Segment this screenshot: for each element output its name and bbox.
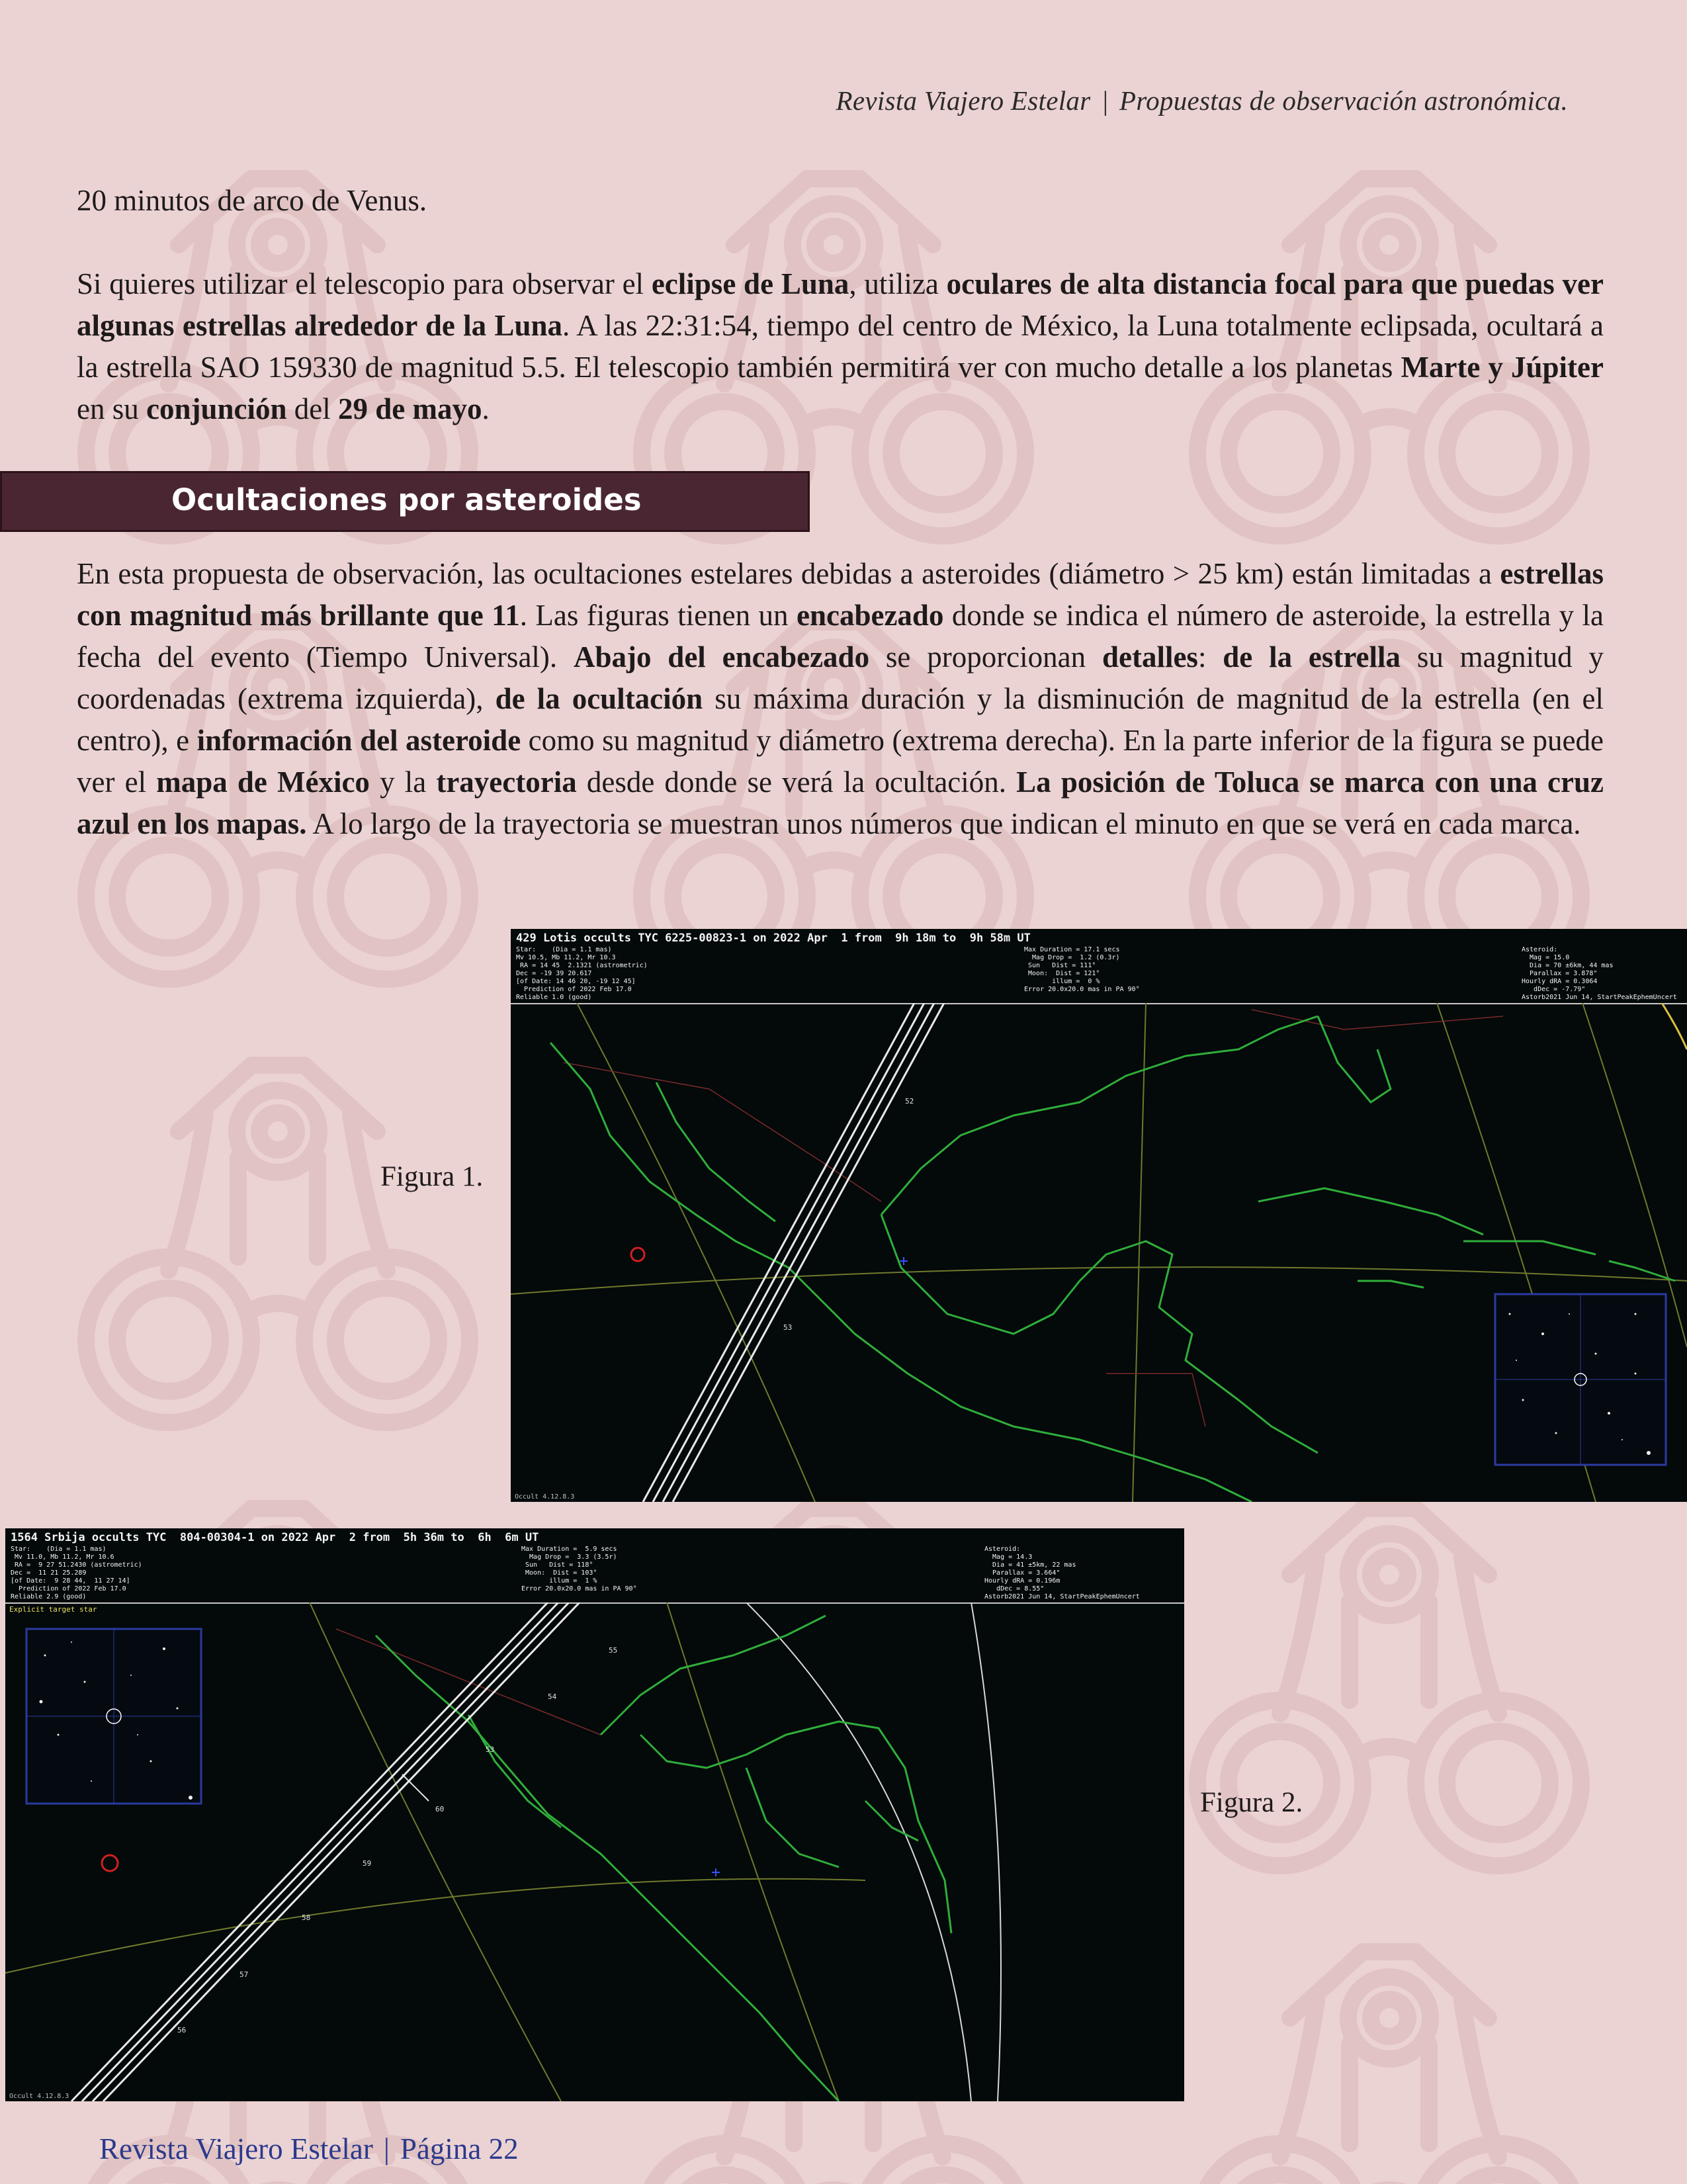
running-header bbox=[836, 85, 1568, 116]
paragraph-occultations bbox=[77, 553, 1604, 845]
horizon-arc bbox=[746, 1602, 971, 2101]
toluca-cross-icon bbox=[712, 1868, 720, 1876]
star-field-inset bbox=[26, 1629, 201, 1804]
figure-1-event-details: Max Duration = 17.1 secs Mag Drop = 1.2 (0.3r) Sun Dist = 111° Moon: Dist = 121° illum = 0 % Error 20.0x20.0 mas in PA 90° bbox=[1024, 946, 1140, 993]
bold-text-run: estrellas con magnitud más brillante que 11 bbox=[77, 557, 1604, 632]
text-run: desde donde se verá la ocultación. bbox=[576, 765, 1017, 799]
figure-2-header bbox=[5, 1528, 1184, 1604]
minute-label: 57 bbox=[239, 1970, 249, 1979]
bold-text-run: 29 de mayo bbox=[338, 392, 482, 425]
coastline bbox=[1463, 1241, 1596, 1254]
bold-text-run: eclipse de Luna bbox=[651, 267, 849, 300]
coastline bbox=[468, 1715, 561, 1827]
border-line bbox=[1106, 1374, 1205, 1426]
coastline bbox=[376, 1636, 839, 2101]
text-run: . bbox=[482, 392, 490, 425]
footer-magazine: Revista Viajero Estelar bbox=[99, 2132, 373, 2165]
paragraph-eclipse bbox=[77, 263, 1604, 430]
figure-2-footer: Occult 4.12.8.3 bbox=[9, 2093, 69, 2100]
figure-2-asteroid-details: Asteroid: Mag = 14.3 Dia = 41 ±5km, 22 mas Parallax = 3.664" Hourly dRA = 0.196m dDec = 8.55" Astorb2021 Jun 14, StartPeakEphemUncert bbox=[984, 1546, 1140, 1600]
coastline bbox=[1358, 1281, 1424, 1288]
bold-text-run: La posición de Toluca se marca con una cruz azul en los mapas. bbox=[77, 765, 1604, 840]
figure-1-title: 429 Lotis occults TYC 6225-00823-1 on 2022 Apr 1 from 9h 18m to 9h 58m UT bbox=[516, 932, 1031, 945]
red-circle-marker bbox=[631, 1248, 644, 1261]
paragraph-venus: 20 minutos de arco de Venus. bbox=[77, 184, 427, 217]
text-run: . A las 22:31:54, tiempo del centro de México, la Luna totalmente eclipsada, ocultará a la estrella SAO 159330 de magnitud 5.5. El telescopio también permitirá ver con mucho detalle a los planetas bbox=[77, 309, 1604, 384]
footer-separator: | bbox=[383, 2132, 390, 2165]
minute-label: 54 bbox=[548, 1692, 557, 1701]
grid-line bbox=[667, 1602, 839, 2101]
text-run: en su bbox=[77, 392, 146, 425]
figure-2-occultation-map bbox=[5, 1528, 1184, 2101]
coastline bbox=[601, 1616, 826, 1735]
figure-2-map bbox=[5, 1602, 1184, 2101]
figure-1-star-details: Star: (Dia = 1.1 mas) Mv 10.5, Mb 11.2, Mr 10.3 RA = 14 45 2.1321 (astrometric) Dec = -19 39 20.617 [of Date: 14 46 20, -19 12 45] Prediction of 2022 Feb 17.0 Reliable 1.0 (good) bbox=[516, 946, 648, 1001]
occultation-track-line bbox=[663, 1003, 934, 1502]
figure-2-event-details: Max Duration = 5.9 secs Mag Drop = 3.3 (3.5r) Sun Dist = 118° Moon: Dist = 103° illum = 1 % Error 20.0x20.0 mas in PA 90° bbox=[521, 1546, 637, 1593]
text-run: su magnitud y coordenadas (extrema izquierda), bbox=[77, 640, 1604, 715]
grid-line bbox=[5, 1879, 865, 1973]
text-run: del bbox=[286, 392, 339, 425]
coastline bbox=[656, 1082, 775, 1221]
horizon-arc bbox=[971, 1602, 1001, 2101]
grid-line bbox=[310, 1602, 561, 2101]
text-run: , utiliza bbox=[849, 267, 947, 300]
figure-2-subtitle: Explicit target star bbox=[9, 1605, 97, 1614]
star-field-inset bbox=[1495, 1294, 1666, 1465]
header-section: Propuestas de observación astronómica. bbox=[1119, 85, 1568, 116]
figure-1-footer: Occult 4.12.8.3 bbox=[515, 1493, 575, 1501]
minute-label: 53 bbox=[486, 1745, 495, 1754]
text-run: su máxima duración y la disminución de magnitud de la estrella (en el centro), e bbox=[77, 682, 1604, 757]
coastline bbox=[640, 1722, 951, 1933]
figure-2-star-details: Star: (Dia = 1.1 mas) Mv 11.0, Mb 11.2, Mr 10.6 RA = 9 27 51.2430 (astrometric) Dec = 11 21 25.289 [of Date: 9 28 44, 11 27 14] Prediction of 2022 Feb 17.0 Reliable 2.9 (good) bbox=[11, 1546, 142, 1600]
minute-label: 53 bbox=[783, 1323, 793, 1332]
occultation-track-line bbox=[673, 1003, 944, 1502]
text-run: . Las figuras tienen un bbox=[519, 599, 797, 632]
bold-text-run: información del asteroide bbox=[196, 724, 521, 757]
coastline bbox=[881, 1215, 1318, 1453]
text-run: donde se indica el número de asteroide, la estrella y la fecha del evento (Tiempo Universal). bbox=[77, 599, 1604, 674]
grid-line bbox=[1133, 1003, 1146, 1502]
figure-2-title: 1564 Srbija occults TYC 804-00304-1 on 2022 Apr 2 from 5h 36m to 6h 6m UT bbox=[11, 1531, 539, 1544]
minute-label: 60 bbox=[435, 1805, 445, 1813]
grid-line bbox=[511, 1267, 1687, 1294]
bold-text-run: de la estrella bbox=[1223, 640, 1401, 674]
page-footer bbox=[99, 2132, 519, 2166]
figure-1-map bbox=[511, 1003, 1687, 1502]
coastline bbox=[1258, 1188, 1483, 1235]
text-run: A lo largo de la trayectoria se muestran unos números que indican el minuto en que se verá en cada marca. bbox=[306, 807, 1581, 840]
bold-text-run: detalles bbox=[1102, 640, 1198, 674]
header-separator: | bbox=[1101, 85, 1109, 116]
minute-label: 59 bbox=[363, 1859, 372, 1868]
red-circle-marker bbox=[102, 1855, 118, 1871]
coastline bbox=[881, 1016, 1318, 1215]
text-run: y la bbox=[369, 765, 437, 799]
bold-text-run: Abajo del encabezado bbox=[573, 640, 870, 674]
figure-1-caption: Figura 1. bbox=[380, 1161, 484, 1192]
bold-text-run: oculares de alta distancia focal para que puedas ver algunas estrellas alrededor de la Luna bbox=[77, 267, 1604, 342]
toluca-cross-icon bbox=[900, 1257, 908, 1265]
occultation-track-line bbox=[643, 1003, 914, 1502]
track-tick bbox=[402, 1774, 429, 1801]
figure-1-asteroid-details: Asteroid: Mag = 15.0 Dia = 70 ±6km, 44 mas Parallax = 3.878" Hourly dRA = 0.3064 dDec = -7.79" Astorb2021 Jun 14, StartPeakEphemUncert bbox=[1522, 946, 1677, 1001]
section-heading-bar bbox=[0, 471, 810, 532]
bold-text-run: Marte y Júpiter bbox=[1401, 351, 1604, 384]
minute-label: 52 bbox=[905, 1097, 914, 1106]
coastline bbox=[746, 1768, 839, 1867]
bold-text-run: mapa de México bbox=[156, 765, 370, 799]
bold-text-run: encabezado bbox=[796, 599, 944, 632]
coastline bbox=[865, 1801, 918, 1841]
bold-text-run: conjunción bbox=[146, 392, 287, 425]
figure-1-occultation-map bbox=[511, 929, 1687, 1502]
figure-2-caption: Figura 2. bbox=[1200, 1787, 1303, 1818]
text-run: como su magnitud y diámetro (extrema derecha). En la parte inferior de la figura se puede ver el bbox=[77, 724, 1604, 799]
text-run: En esta propuesta de observación, las ocultaciones estelares debidas a asteroides (diámetro > 25 km) están limitadas a bbox=[77, 557, 1500, 590]
occultation-track-line bbox=[653, 1003, 924, 1502]
minute-label: 58 bbox=[302, 1913, 311, 1922]
text-run: Si quieres utilizar el telescopio para observar el bbox=[77, 267, 652, 300]
text-run: se proporcionan bbox=[869, 640, 1102, 674]
section-heading: Ocultaciones por asteroides bbox=[171, 482, 642, 517]
text-run: : bbox=[1197, 640, 1223, 674]
footer-page-number: Página 22 bbox=[400, 2132, 519, 2165]
bold-text-run: trayectoria bbox=[436, 765, 577, 799]
edge-arc bbox=[1662, 1003, 1687, 1049]
bold-text-run: de la ocultación bbox=[495, 682, 703, 715]
figure-1-header bbox=[511, 929, 1687, 1004]
minute-label: 55 bbox=[609, 1646, 618, 1655]
minute-label: 56 bbox=[177, 2026, 187, 2034]
header-magazine: Revista Viajero Estelar bbox=[836, 85, 1091, 116]
